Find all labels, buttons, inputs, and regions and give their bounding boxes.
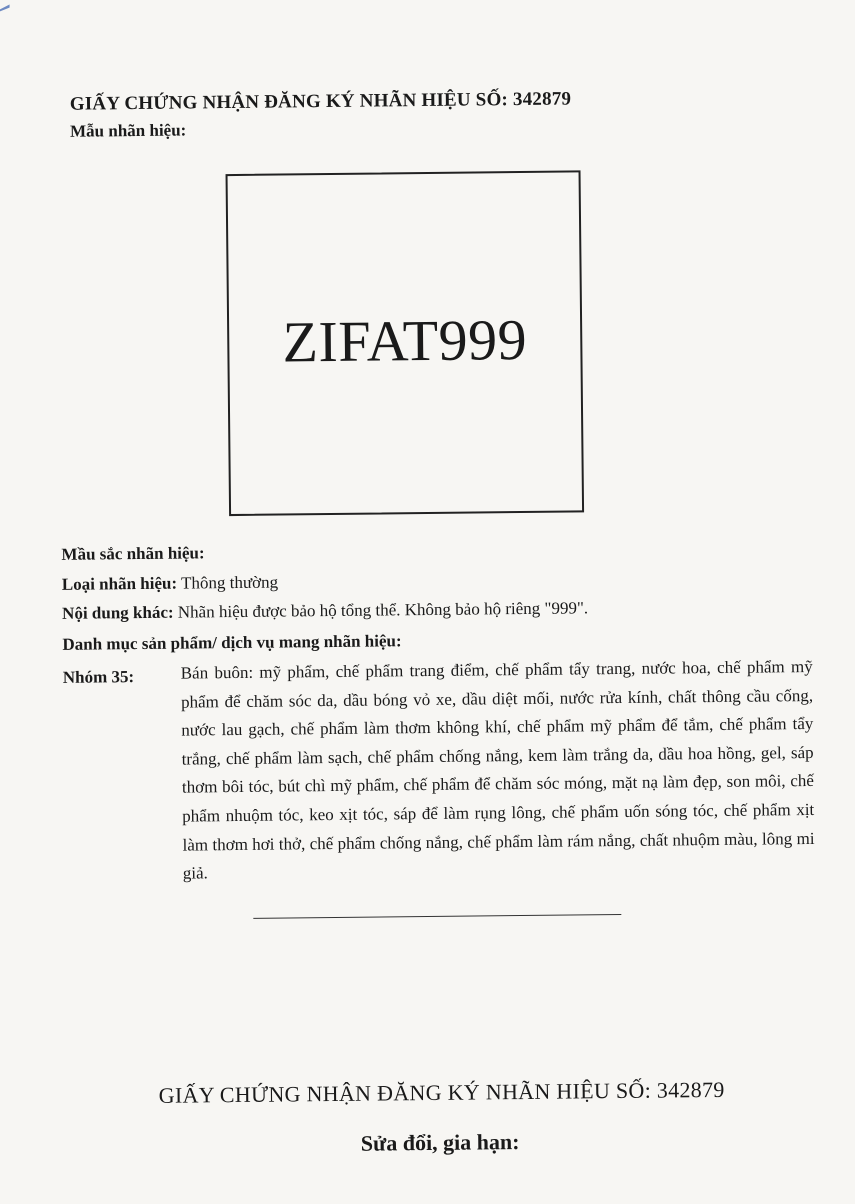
class-35-label: Nhóm 35: — [62, 667, 135, 687]
class-35-goods-list: Bán buôn: mỹ phẩm, chế phẩm trang điểm, chế phẩm tẩy trang, nước hoa, chế phẩm mỹ phẩm để chăm sóc da, dầu bóng vỏ xe, dầu diệt mối, nước rửa kính, chất thông cầu cống, nước lau gạch, chế phẩm làm thơm không khí, chế phẩm mỹ phẩm để tắm, chế phẩm tẩy trắng, chế phẩm làm sạch, chế phẩm chống nắng, kem làm trắng da, dầu hoa hồng, gel, sáp thơm bôi tóc, bút chì mỹ phẩm, chế phẩm để chăm sóc móng, mặt nạ làm đẹp, son môi, chế phẩm nhuộm tóc, keo xịt tóc, sáp để làm rụng lông, chế phẩm uốn sóng tóc, chế phẩm xịt làm thơm hơi thở, chế phẩm chống nắng, chế phẩm làm rám nắng, chất nhuộm màu, lông mi giả. — [180, 656, 815, 883]
amendment-section-title: GIẤY CHỨNG NHẬN ĐĂNG KÝ NHÃN HIỆU SỐ: 342879 — [158, 1076, 725, 1108]
mark-color-field — [61, 543, 204, 564]
other-content-label: Nội dung khác: — [62, 602, 174, 623]
mark-type-label: Loại nhãn hiệu: — [61, 573, 178, 594]
amendment-renewal-heading: Sửa đổi, gia hạn: — [360, 1129, 520, 1156]
mark-type-value: Thông thường — [180, 572, 279, 593]
catalog-field — [62, 631, 401, 655]
other-content-field — [62, 598, 588, 624]
other-content-value: Nhãn hiệu được bảo hộ tổng thể. Không bảo hộ riêng "999". — [177, 598, 589, 622]
trademark-sample-box — [226, 170, 585, 516]
catalog-label: Danh mục sản phẩm/ dịch vụ mang nhãn hiệu: — [62, 631, 402, 654]
mark-type-field — [62, 573, 278, 595]
section-divider — [253, 914, 621, 919]
corner-scan-mark — [0, 4, 10, 12]
certificate-title: GIẤY CHỨNG NHẬN ĐĂNG KÝ NHÃN HIỆU SỐ: 342879 — [69, 88, 572, 115]
trademark-text: ZIFAT999 — [282, 306, 528, 375]
mark-color-label: Mầu sắc nhãn hiệu: — [61, 543, 205, 564]
mark-sample-label: Mẫu nhãn hiệu: — [69, 120, 187, 141]
